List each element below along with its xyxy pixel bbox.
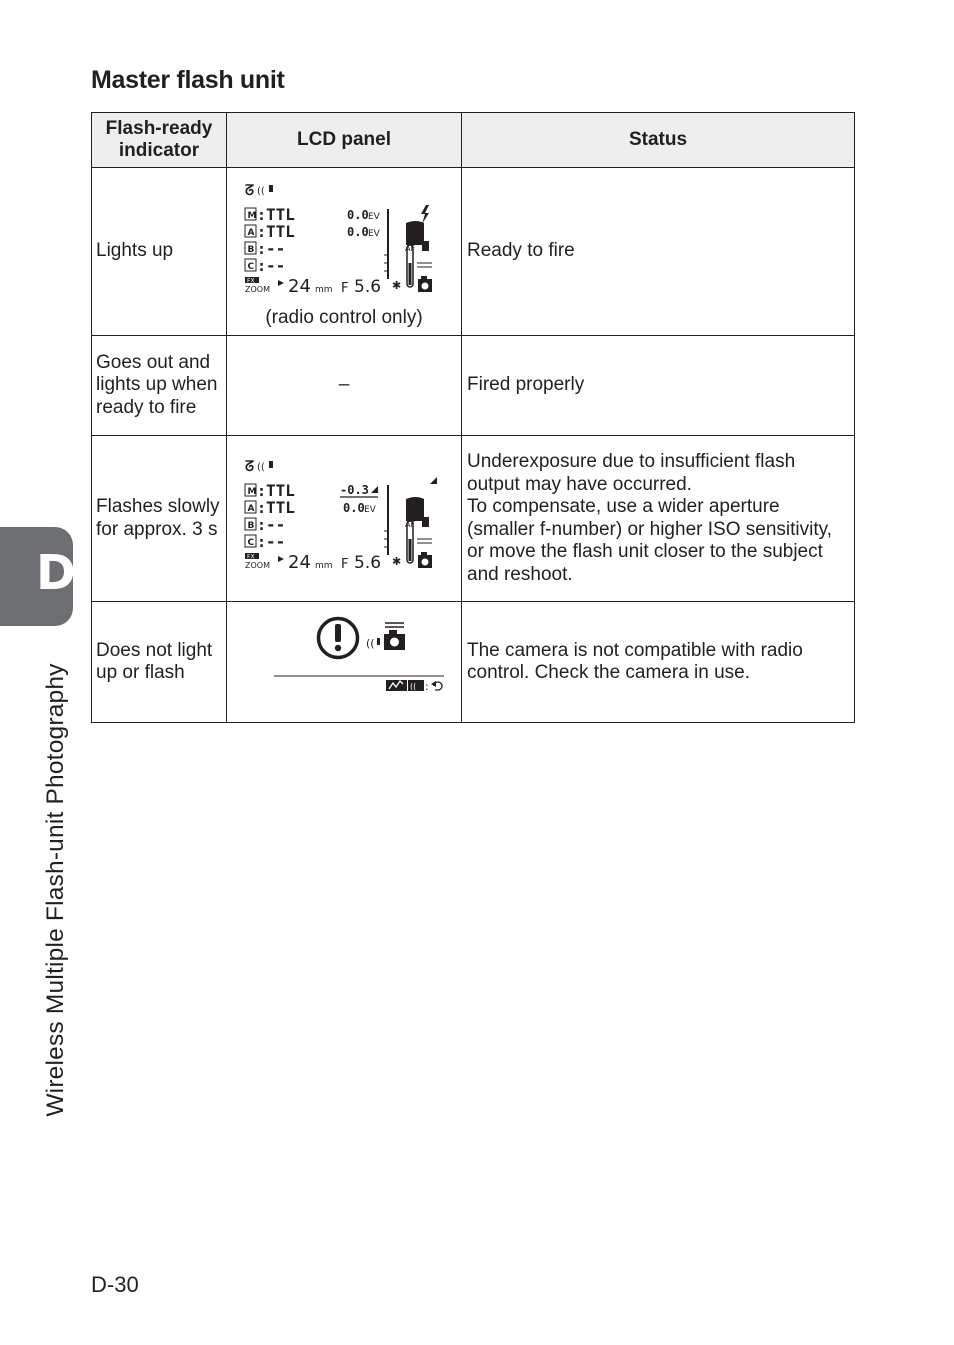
group-c-line — [245, 256, 285, 275]
group-a-unit: EV — [368, 228, 380, 239]
lcd-cell — [227, 336, 462, 436]
underexposure-icon — [371, 486, 378, 493]
zoom-unit: mm — [315, 284, 333, 295]
page-number: D-30 — [91, 1272, 139, 1297]
fx-label: FX — [247, 553, 255, 560]
group-a-mode: TTL — [266, 221, 295, 241]
status-line: To compensate, use a wider aperture (smaller f-number) or higher ISO sensitivity, or move the flash unit closer to the subject and reshoot. — [467, 496, 832, 585]
svg-text::: : — [257, 532, 267, 551]
group-a-comp: 0.0 — [347, 224, 369, 239]
zoom-value: 24 — [288, 275, 311, 297]
group-b-label: B — [247, 520, 255, 531]
group-a-line — [245, 498, 377, 517]
zoom-line — [245, 276, 381, 297]
table-row — [92, 336, 855, 436]
group-m-label: M — [247, 486, 257, 497]
zoom-unit: mm — [315, 560, 333, 571]
status-cell: The camera is not compatible with radio control. Check the camera in use. — [462, 602, 855, 723]
indicator-cell: Goes out and lights up when ready to fire — [92, 336, 227, 436]
radio-camera-icon — [366, 623, 405, 650]
svg-text::: : — [257, 205, 267, 224]
svg-text::: : — [257, 239, 267, 258]
group-c-label: C — [247, 537, 255, 548]
indicator-cell: Flashes slowly for approx. 3 s — [92, 436, 227, 602]
header-status: Status — [462, 113, 855, 168]
ready-bolt-icon — [421, 205, 429, 224]
svg-text::: : — [257, 515, 267, 534]
zoom-label: ZOOM — [245, 284, 270, 294]
af-label: AF — [405, 519, 416, 529]
table-row — [92, 436, 855, 602]
indicator-cell: Lights up — [92, 168, 227, 336]
table-row — [92, 602, 855, 723]
group-m-mode: TTL — [266, 204, 295, 224]
svg-text::: : — [257, 256, 267, 275]
group-a-label: A — [247, 227, 255, 238]
remote-mode-icon — [245, 459, 273, 475]
f-value: 5.6 — [354, 552, 382, 573]
distance-gauge-icon — [384, 477, 437, 568]
svg-text:✱: ✱ — [392, 554, 402, 568]
group-b-label: B — [247, 244, 255, 255]
header-lcd-panel: LCD panel — [227, 113, 462, 168]
group-c-line — [245, 532, 285, 551]
group-b-mode: -- — [266, 514, 286, 534]
lcd-panel-illustration — [244, 455, 444, 583]
group-m-label: M — [247, 210, 257, 221]
status-cell: Ready to fire — [462, 168, 855, 336]
not-applicable-dash: – — [338, 374, 350, 396]
zoom-line — [245, 552, 381, 573]
master-flash-table — [91, 112, 855, 723]
section-tab — [0, 527, 76, 626]
svg-text:((: (( — [257, 461, 265, 473]
group-a-label: A — [247, 503, 255, 514]
svg-text:((: (( — [410, 682, 417, 691]
group-a-unit: EV — [364, 504, 376, 515]
section-title: Master flash unit — [91, 66, 285, 94]
lcd-incompatible-illustration — [244, 612, 444, 712]
group-m-comp: 0.0 — [347, 207, 369, 222]
group-m-line — [245, 481, 378, 500]
lcd-cell — [227, 602, 462, 723]
status-line: Underexposure due to insufficient flash output may have occurred. — [467, 451, 796, 495]
status-cell: Fired properly — [462, 336, 855, 436]
svg-text::: : — [257, 222, 267, 241]
group-m-unit: EV — [368, 211, 380, 222]
svg-text:ᘔ: ᘔ — [245, 182, 255, 199]
lcd-panel-illustration — [244, 179, 444, 307]
table-header-row — [92, 113, 855, 168]
f-label: F — [341, 556, 349, 572]
remote-mode-icon — [245, 183, 273, 199]
svg-text:((: (( — [257, 185, 265, 197]
indicator-cell: Does not light up or flash — [92, 602, 227, 723]
warning-icon — [319, 619, 358, 658]
group-a-mode: TTL — [266, 497, 295, 517]
group-a-comp: 0.0 — [343, 500, 365, 515]
status-cell — [462, 436, 855, 602]
svg-text:((: (( — [366, 637, 375, 650]
chapter-title-vertical: Wireless Multiple Flash-unit Photography — [42, 663, 69, 1117]
group-m-mode: TTL — [266, 480, 295, 500]
svg-text:ᘔ: ᘔ — [245, 458, 255, 475]
svg-text:✱: ✱ — [392, 278, 402, 292]
lcd-note: (radio control only) — [265, 306, 423, 328]
group-b-mode: -- — [266, 238, 286, 258]
distance-gauge-icon — [384, 205, 432, 292]
svg-text::: : — [257, 498, 267, 517]
svg-text::: : — [257, 481, 267, 500]
group-c-mode: -- — [266, 255, 286, 275]
header-flash-ready-indicator: Flash-ready indicator — [92, 113, 227, 168]
table-row — [92, 168, 855, 336]
f-label: F — [341, 280, 349, 296]
section-tab-letter: D — [36, 545, 76, 601]
fx-label: FX — [247, 277, 255, 284]
f-value: 5.6 — [354, 276, 382, 297]
radio-off-return-icon — [386, 680, 442, 693]
lcd-cell — [227, 436, 462, 602]
group-c-label: C — [247, 261, 255, 272]
lcd-cell — [227, 168, 462, 336]
group-c-mode: -- — [266, 531, 286, 551]
zoom-label: ZOOM — [245, 560, 270, 570]
group-m-comp: -0.3 — [340, 482, 369, 497]
svg-text::: : — [425, 680, 429, 693]
af-label: AF — [405, 243, 416, 253]
underexposure-icon — [430, 477, 437, 484]
zoom-value: 24 — [288, 551, 311, 573]
